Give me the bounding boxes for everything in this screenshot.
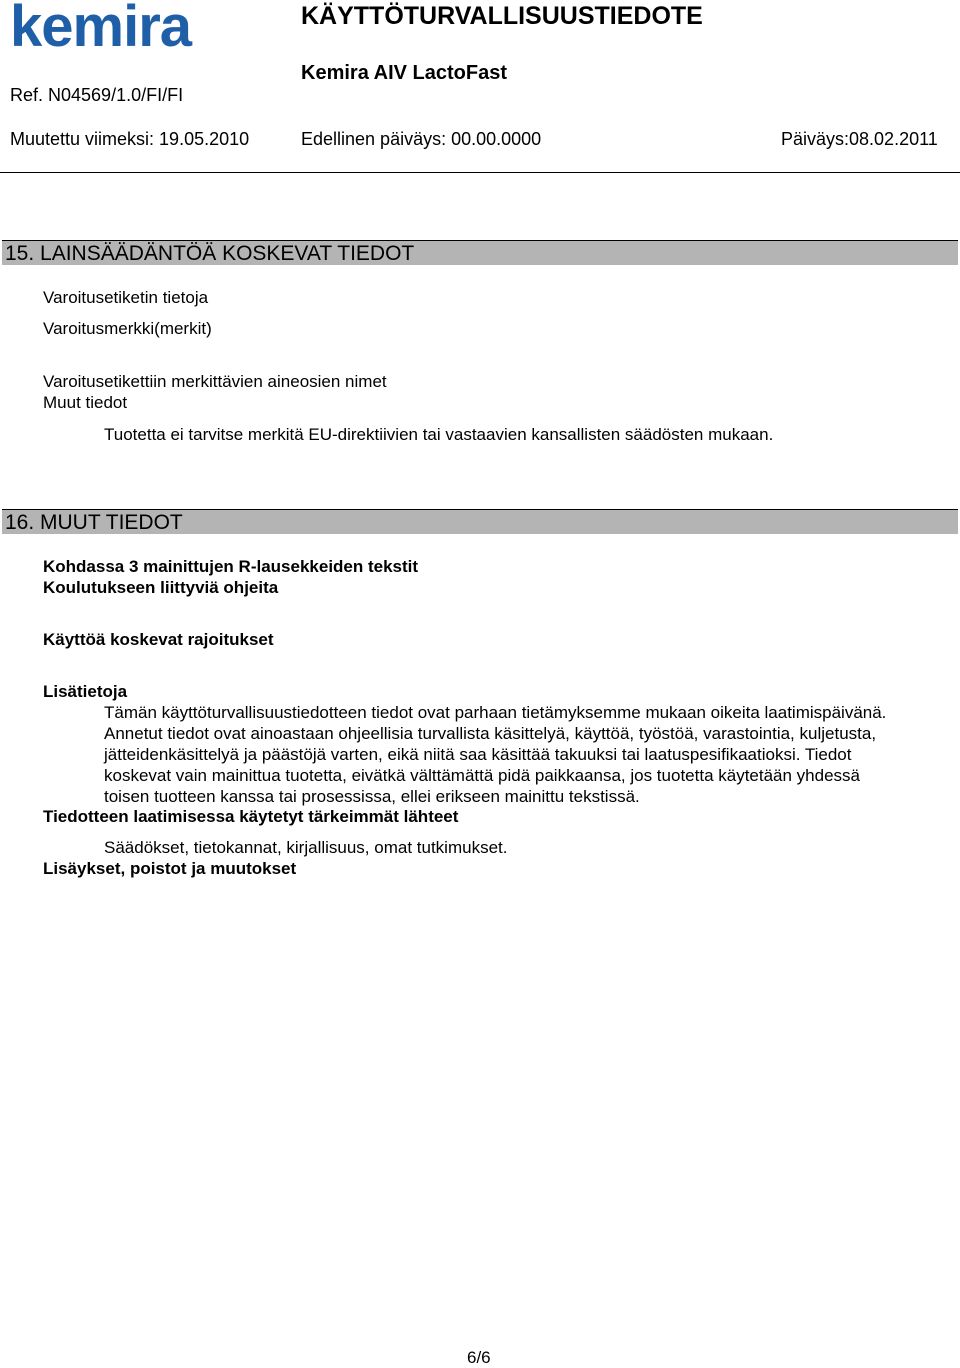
label-further-info: Lisätietoja xyxy=(43,682,128,701)
other-info-text: Tuotetta ei tarvitse merkitä EU-direktiivien tai vastaavien kansallisten säädösten mukaan. xyxy=(104,425,774,444)
further-info-line: Annetut tiedot ovat ainoastaan ohjeellisia turvallista käsittelyä, käyttöä, työstöä, varastointia, kuljetusta, xyxy=(104,724,877,743)
logo-text: kemira xyxy=(10,2,192,54)
label-warning-symbols: Varoitusmerkki(merkit) xyxy=(43,319,212,338)
label-r-phrases: Kohdassa 3 mainittujen R-lausekkeiden tekstit xyxy=(43,557,419,576)
label-sources: Tiedotteen laatimisessa käytetyt tärkeimmät lähteet xyxy=(43,807,459,826)
further-info-line: jätteidenkäsittelyä ja päästöjä varten, eikä niitä saa käsittää takuuksi tai laatuspesifikaatioksi. Tiedot xyxy=(104,745,852,764)
further-info-line: koskevat vain mainittua tuotetta, eivätkä välttämättä pidä paikkaansa, jos tuotetta käytetään yhdessä xyxy=(104,766,861,785)
further-info-text xyxy=(104,702,944,807)
issue-date: Päiväys:08.02.2011 xyxy=(781,129,938,149)
header-divider xyxy=(0,172,960,173)
section-16-heading: 16. MUUT TIEDOT xyxy=(2,509,958,534)
label-warning-label-info: Varoitusetiketin tietoja xyxy=(43,288,209,307)
label-components: Varoitusetikettiin merkittävien aineosien nimet xyxy=(43,372,387,391)
label-restrictions: Käyttöä koskevat rajoitukset xyxy=(43,630,274,649)
document-title: KÄYTTÖTURVALLISUUSTIEDOTE xyxy=(301,2,703,30)
previous-date: Edellinen päiväys: 00.00.0000 xyxy=(301,129,542,149)
further-info-line: Tämän käyttöturvallisuustiedotteen tiedot ovat parhaan tietämyksemme mukaan oikeita laatimispäivänä. xyxy=(104,703,887,722)
page-number: 6/6 xyxy=(467,1348,491,1367)
further-info-line: toisen tuotteen kanssa tai prosessissa, ellei erikseen mainittu tekstissä. xyxy=(104,787,640,806)
label-other-info: Muut tiedot xyxy=(43,393,128,412)
label-changes: Lisäykset, poistot ja muutokset xyxy=(43,859,297,878)
kemira-logo xyxy=(10,2,250,54)
sources-text: Säädökset, tietokannat, kirjallisuus, omat tutkimukset. xyxy=(104,838,508,857)
section-15-heading: 15. LAINSÄÄDÄNTÖÄ KOSKEVAT TIEDOT xyxy=(2,240,958,265)
modified-date: Muutettu viimeksi: 19.05.2010 xyxy=(10,129,250,149)
label-training: Koulutukseen liittyviä ohjeita xyxy=(43,578,279,597)
reference-number: Ref. N04569/1.0/FI/FI xyxy=(10,85,184,105)
product-name: Kemira AIV LactoFast xyxy=(301,62,507,84)
